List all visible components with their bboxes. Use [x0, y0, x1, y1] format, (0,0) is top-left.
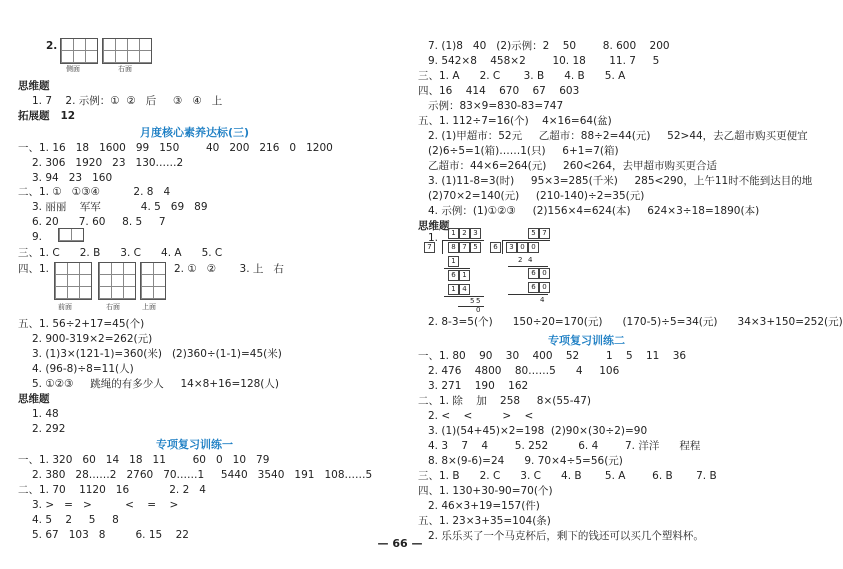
answer-line: 2. 292 — [32, 423, 66, 435]
digit-box: 0 — [539, 282, 550, 293]
digit-box: 6 — [528, 268, 539, 279]
digit-box: 1 — [448, 228, 459, 239]
answer-line: 5. ①②③ 跳绳的有多少人 14×8+16=128(人) — [32, 378, 280, 390]
rule-line — [444, 268, 470, 269]
section-label: 拓展题 12 — [18, 110, 76, 122]
digit: 5 — [470, 297, 475, 305]
answer-line: 2. ① ② 3. 上 右 — [174, 263, 284, 275]
answer-line: 四、1. 130+30-90=70(个) — [418, 485, 553, 497]
grid-figure — [54, 262, 92, 300]
figure-caption: 前面 — [58, 303, 72, 311]
grid-figure — [58, 228, 84, 242]
answer-line: 9. 542×8 458×2 10. 18 11. 7 5 — [428, 55, 660, 67]
answer-line: 一、1. 80 90 30 400 52 1 5 11 36 — [418, 350, 687, 362]
answer-line: 5. 67 103 8 6. 15 22 — [32, 529, 189, 541]
answer-line: 1. 48 — [32, 408, 59, 420]
answer-line: 2. 900-319×2=262(元) — [32, 333, 153, 345]
answer-line: 三、1. C 2. B 3. C 4. A 5. C — [18, 247, 223, 259]
digit-box: 7 — [459, 242, 470, 253]
figure-caption: 右面 — [118, 65, 132, 73]
digit: 5 — [476, 297, 481, 305]
division-bar — [502, 240, 550, 241]
digit-box: 7 — [539, 228, 550, 239]
figure-caption: 右面 — [106, 303, 120, 311]
digit-box: 1 — [459, 270, 470, 281]
answer-line: 4. 示例：(1)①②③ (2)156×4=624(本) 624×3÷18=1890(本) — [428, 205, 760, 217]
answer-line: 五、1. 23×3+35=104(条) — [418, 515, 551, 527]
answer-line: 2. 306 1920 23 130……2 — [32, 157, 184, 169]
answer-line: (2)70×2=140(元) (210-140)÷2=35(元) — [428, 190, 645, 202]
answer-line: 3. (1)(54+45)×2=198 (2)90×(30÷2)=90 — [428, 425, 648, 437]
digit: 0 — [476, 306, 481, 314]
answer-line: 三、1. B 2. C 3. C 4. B 5. A 6. B 7. B — [418, 470, 717, 482]
answer-line: 2. 8-3=5(个) 150÷20=170(元) (170-5)÷5=34(元) 34×3+150=252(元) — [428, 316, 843, 328]
answer-line: 8. 8×(9-6)=24 9. 70×4÷5=56(元) — [428, 455, 623, 467]
answer-line: 3. 94 23 160 — [32, 172, 113, 184]
answer-line: 示例：83×9=830-83=747 — [428, 100, 564, 112]
answer-line: 二、1. ① ①③④ 2. 8 4 — [18, 186, 171, 198]
answer-line: 6. 20 7. 60 8. 5 7 — [32, 216, 166, 228]
digit-box: 5 — [528, 228, 539, 239]
digit-box: 0 — [539, 268, 550, 279]
answer-line: 3. 丽丽 军军 4. 5 69 89 — [32, 201, 208, 213]
answer-line: 一、1. 16 18 1600 99 150 40 200 216 0 1200 — [18, 142, 333, 154]
digit-box: 1 — [448, 284, 459, 295]
digit-box: 6 — [528, 282, 539, 293]
answer-line: 三、1. A 2. C 3. B 4. B 5. A — [418, 70, 626, 82]
answer-line: 4. 3 7 4 5. 252 6. 4 7. 洋洋 程程 — [428, 440, 701, 452]
answer-line: 1. — [428, 232, 439, 244]
digit-box: 4 — [459, 284, 470, 295]
answer-line: 4. 5 2 5 8 — [32, 514, 119, 526]
rule-line — [508, 266, 548, 267]
answer-line: 7. (1)8 40 (2)示例：2 50 8. 600 200 — [428, 40, 670, 52]
digit-box: 3 — [506, 242, 517, 253]
section-heading: 月度核心素养达标(三) — [140, 126, 250, 139]
answer-line: 五、1. 112÷7=16(个) 4×16=64(盆) — [418, 115, 612, 127]
answer-line: 一、1. 320 60 14 18 11 60 0 10 79 — [18, 454, 270, 466]
answer-line: 2. 380 28……2 2760 70……1 5440 3540 191 108……5 — [32, 469, 373, 481]
answer-line: 2. — [46, 40, 58, 52]
division-bar — [502, 240, 503, 254]
section-label: 思维题 — [418, 220, 450, 232]
answer-line: 五、1. 56÷2+17=45(个) — [18, 318, 145, 330]
digit-box: 8 — [448, 242, 459, 253]
answer-line: 3. 271 190 162 — [428, 380, 529, 392]
answer-line: 3. (1)3×(121-1)=360(米) (2)360÷(1-1)=45(米) — [32, 348, 282, 360]
digit-box: 3 — [470, 228, 481, 239]
grid-figure — [140, 262, 166, 300]
answer-line: 四、1. — [18, 263, 50, 275]
answer-line: 2. 46×3+19=157(件) — [428, 500, 540, 512]
digit-box: 7 — [424, 242, 435, 253]
digit-box: 6 — [448, 270, 459, 281]
answer-line: 3. > = > < = > — [32, 499, 179, 511]
answer-line: (2)6÷5=1(箱)……1(只) 6+1=7(箱) — [428, 145, 619, 157]
answer-line: 四、16 414 670 67 603 — [418, 85, 580, 97]
answer-line: 1. 7 2. 示例：① ② 后 ③ ④ 上 — [32, 95, 223, 107]
figure-caption: 侧面 — [66, 65, 80, 73]
division-bar — [442, 240, 443, 254]
section-heading: 专项复习训练一 — [156, 438, 233, 451]
answer-line: 2. (1)甲超市：52元 乙超市：88÷2=44(元) 52>44，去乙超市购买更便宜 — [428, 130, 808, 142]
page-number: — 66 — — [377, 537, 423, 550]
digit-box: 1 — [448, 256, 459, 267]
grid-figure — [98, 262, 136, 300]
section-label: 思维题 — [18, 80, 50, 92]
answer-line: 9. — [32, 231, 46, 243]
digit: 4 — [540, 296, 545, 304]
grid-figure — [60, 38, 98, 64]
division-bar — [442, 240, 484, 241]
answer-line: 乙超市：44×6=264(元) 260<264，去甲超市购买更合适 — [428, 160, 717, 172]
answer-line: 4. (96-8)÷8=11(人) — [32, 363, 134, 375]
rule-line — [508, 294, 548, 295]
digit-box: 5 — [470, 242, 481, 253]
digit-box: 6 — [490, 242, 501, 253]
answer-line: 2. < < > < — [428, 410, 534, 422]
section-heading: 专项复习训练二 — [548, 334, 625, 347]
digit-box: 2 — [459, 228, 470, 239]
answer-line: 2. 乐乐买了一个马克杯后，剩下的钱还可以买几个塑料杯。 — [428, 530, 704, 542]
figure-caption: 上面 — [142, 303, 156, 311]
digit: 2 — [518, 256, 523, 264]
answer-line: 2. 476 4800 80……5 4 106 — [428, 365, 620, 377]
grid-figure — [102, 38, 152, 64]
digit: 4 — [528, 256, 533, 264]
answer-line: 二、1. 70 1120 16 2. 2 4 — [18, 484, 206, 496]
answer-line: 二、1. 除 加 258 8×(55-47) — [418, 395, 591, 407]
answer-line: 3. (1)11-8=3(时) 95×3=285(千米) 285<290，上午11时不能到达目的地 — [428, 175, 813, 187]
digit-box: 0 — [528, 242, 539, 253]
digit-box: 0 — [517, 242, 528, 253]
section-label: 思维题 — [18, 393, 50, 405]
